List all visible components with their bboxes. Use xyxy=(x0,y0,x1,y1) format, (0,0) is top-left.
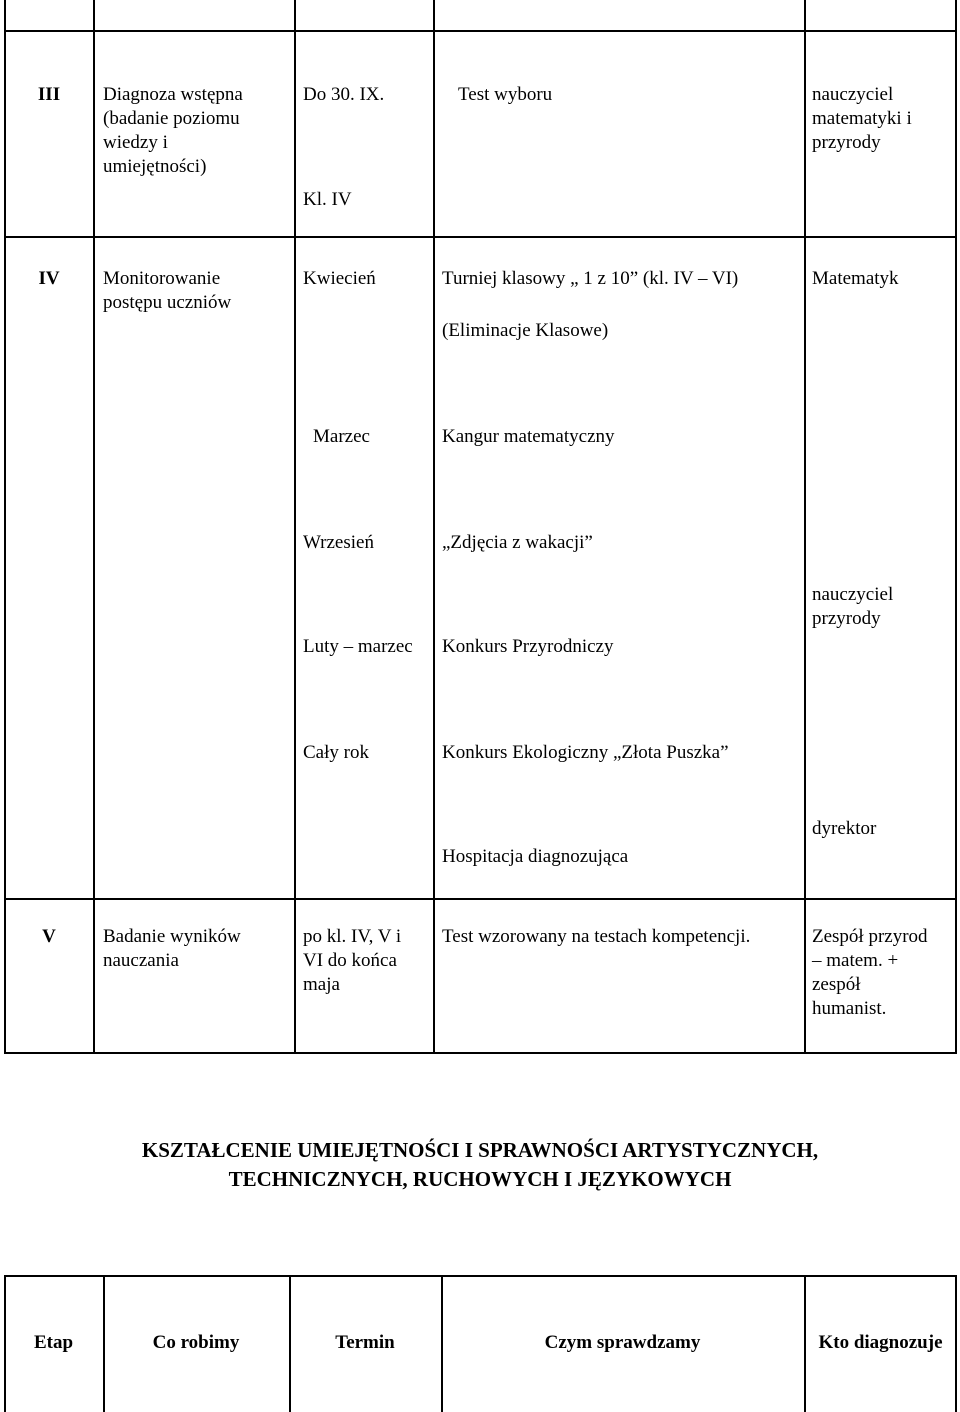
table2-header-czym-sprawdzamy: Czym sprawdzamy xyxy=(544,1332,701,1353)
luty-termin: Luty – marzec xyxy=(303,636,413,657)
row5-co-robimy-1: Badanie wyników xyxy=(103,926,241,947)
row5-termin-2: VI do końca xyxy=(303,950,397,971)
row4-czym-1: Turniej klasowy „ 1 z 10” (kl. IV – VI) xyxy=(442,268,739,289)
row5-termin-1: po kl. IV, V i xyxy=(303,926,402,947)
row3-co-robimy-2: (badanie poziomu xyxy=(103,108,240,129)
table2-header-etap: Etap xyxy=(33,1332,74,1353)
luty-czym: Konkurs Przyrodniczy xyxy=(442,636,614,657)
hospitacja-czym: Hospitacja diagnozująca xyxy=(442,846,629,867)
table2-top-border xyxy=(4,1275,957,1277)
wrzesien-czym: „Zdjęcia z wakacji” xyxy=(442,532,593,553)
table2-header-co-robimy: Co robimy xyxy=(152,1332,240,1353)
section-heading-line-1: KSZTAŁCENIE UMIEJĘTNOŚCI I SPRAWNOŚCI ARTYSTYCZNYCH, xyxy=(141,1138,819,1162)
row4-czym-2: (Eliminacje Klasowe) xyxy=(442,320,609,341)
table1-row-divider-2 xyxy=(4,898,957,900)
row4-co-robimy-2: postępu uczniów xyxy=(103,292,232,313)
table1-row-divider-1 xyxy=(4,236,957,238)
dyrektor-kto: dyrektor xyxy=(812,818,877,839)
section-heading-line-2: TECHNICZNYCH, RUCHOWYCH I JĘZYKOWYCH xyxy=(228,1167,732,1191)
marzec-termin: Marzec xyxy=(313,426,370,447)
row4-kto: Matematyk xyxy=(812,268,899,289)
table1-left-border xyxy=(4,0,6,1054)
row3-co-robimy-4: umiejętności) xyxy=(103,156,207,177)
rok-czym: Konkurs Ekologiczny „Złota Puszka” xyxy=(442,742,729,763)
rok-termin: Cały rok xyxy=(303,742,369,763)
wrzesien-termin: Wrzesień xyxy=(303,532,374,553)
table1-col-divider-2 xyxy=(294,0,296,1054)
row5-kto-1: Zespół przyrod xyxy=(812,926,928,947)
marzec-czym: Kangur matematyczny xyxy=(442,426,615,447)
row4-termin: Kwiecień xyxy=(303,268,376,289)
row3-kto-2: matematyki i xyxy=(812,108,912,129)
row5-kto-4: humanist. xyxy=(812,998,887,1019)
przyroda-kto-2: przyrody xyxy=(812,608,881,629)
row3-co-robimy-3: wiedzy i xyxy=(103,132,168,153)
table1-right-border xyxy=(955,0,957,1054)
row3-co-robimy-1: Diagnoza wstępna xyxy=(103,84,243,105)
row3-czym-sprawdzamy: Test wyboru xyxy=(458,84,553,105)
table2-header-termin: Termin xyxy=(335,1332,395,1353)
table1-col-divider-1 xyxy=(93,0,95,1054)
table1-bottom-border xyxy=(4,1052,957,1054)
row4-co-robimy-1: Monitorowanie xyxy=(103,268,221,289)
row4-etap: IV xyxy=(38,268,60,289)
row5-co-robimy-2: nauczania xyxy=(103,950,179,971)
row5-etap: V xyxy=(42,926,56,947)
row5-kto-3: zespół xyxy=(812,974,861,995)
table1-col-divider-4 xyxy=(804,0,806,1054)
table1-col-divider-3 xyxy=(433,0,435,1054)
row5-czym: Test wzorowany na testach kompetencji. xyxy=(442,926,751,947)
row3-termin-1: Do 30. IX. xyxy=(303,84,385,105)
table1-top-border xyxy=(4,30,957,32)
row3-kto-1: nauczyciel xyxy=(812,84,894,105)
row5-termin-3: maja xyxy=(303,974,340,995)
przyroda-kto-1: nauczyciel xyxy=(812,584,894,605)
row3-etap: III xyxy=(37,84,61,105)
row5-kto-2: – matem. + xyxy=(812,950,899,971)
row3-termin-2: Kl. IV xyxy=(303,189,352,210)
table2-header-kto-diagnozuje: Kto diagnozuje xyxy=(818,1332,943,1353)
row3-kto-3: przyrody xyxy=(812,132,881,153)
